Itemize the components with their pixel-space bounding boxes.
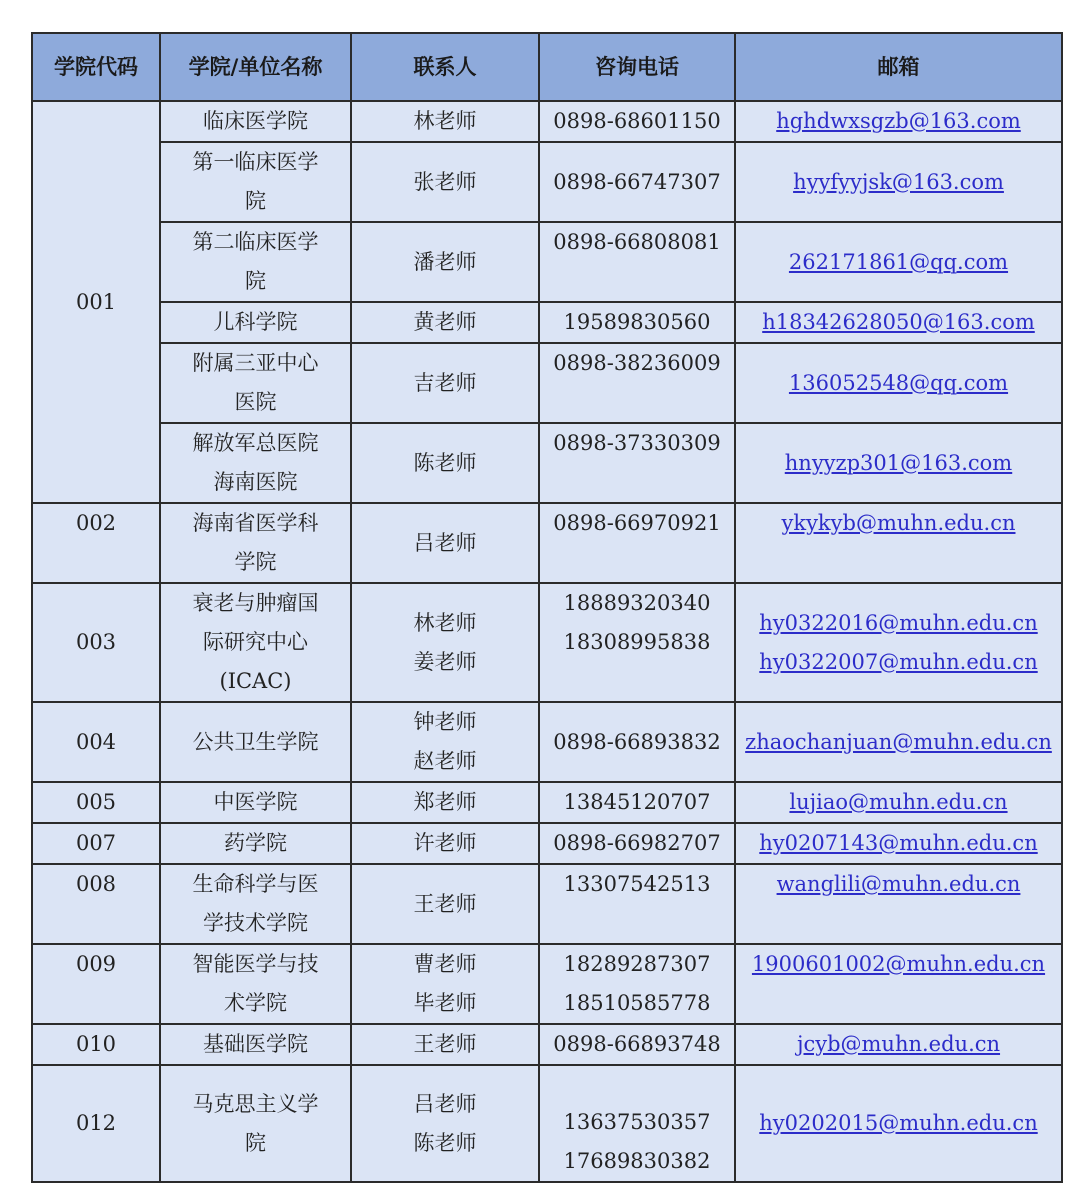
table-row	[32, 302, 1062, 343]
email-cell	[735, 101, 1062, 142]
header-code: 学院代码	[32, 33, 160, 101]
code-cell: 003	[32, 583, 160, 702]
email-cell	[735, 142, 1062, 222]
contact-cell: 黄老师	[351, 302, 539, 343]
email-link[interactable]: 1900601002@muhn.edu.cn	[751, 952, 1046, 976]
code-cell: 001	[32, 101, 160, 503]
table-row	[32, 782, 1062, 823]
email-cell	[735, 702, 1062, 782]
email-link[interactable]: zhaochanjuan@muhn.edu.cn	[745, 729, 1052, 754]
table-row	[32, 503, 1062, 583]
contact-cell: 曹老师 毕老师	[351, 944, 539, 1024]
phone-cell: 0898-68601150	[539, 101, 735, 142]
phone-cell: 13307542513	[539, 864, 735, 944]
unit-cell: 临床医学院	[160, 101, 351, 142]
unit-cell: 附属三亚中心 医院	[160, 343, 351, 423]
email-link[interactable]: h18342628050@163.com	[762, 310, 1035, 334]
code-cell: 004	[32, 702, 160, 782]
phone-cell: 13637530357 17689830382	[539, 1065, 735, 1182]
phone-cell: 0898-66808081	[539, 222, 735, 302]
phone-cell: 0898-66893748	[539, 1024, 735, 1065]
unit-cell: 衰老与肿瘤国 际研究中心 (ICAC)	[160, 583, 351, 702]
email-link[interactable]: ykykyb@muhn.edu.cn	[781, 511, 1016, 535]
phone-cell: 0898-66982707	[539, 823, 735, 864]
code-cell: 009	[32, 944, 160, 1024]
email-cell	[735, 864, 1062, 944]
email-cell	[735, 1024, 1062, 1065]
email-cell	[735, 1065, 1062, 1182]
phone-cell: 0898-66893832	[539, 702, 735, 782]
contact-cell: 郑老师	[351, 782, 539, 823]
email-cell	[735, 583, 1062, 702]
table-row	[32, 142, 1062, 222]
email-cell	[735, 222, 1062, 302]
email-link[interactable]: hnyyzp301@163.com	[784, 450, 1013, 475]
unit-cell: 智能医学与技 术学院	[160, 944, 351, 1024]
table-row	[32, 343, 1062, 423]
unit-cell: 公共卫生学院	[160, 702, 351, 782]
contact-cell: 张老师	[351, 142, 539, 222]
contact-cell: 吉老师	[351, 343, 539, 423]
table-row	[32, 1065, 1062, 1182]
contact-cell: 潘老师	[351, 222, 539, 302]
code-cell: 010	[32, 1024, 160, 1065]
table-row	[32, 1024, 1062, 1065]
code-cell: 012	[32, 1065, 160, 1182]
unit-cell: 药学院	[160, 823, 351, 864]
contact-cell: 许老师	[351, 823, 539, 864]
contact-cell: 吕老师 陈老师	[351, 1065, 539, 1182]
header-unit: 学院/单位名称	[160, 33, 351, 101]
email-link[interactable]: jcyb@muhn.edu.cn	[796, 1032, 1001, 1056]
unit-cell: 基础医学院	[160, 1024, 351, 1065]
header-email: 邮箱	[735, 33, 1062, 101]
header-contact: 联系人	[351, 33, 539, 101]
email-link[interactable]: hy0322007@muhn.edu.cn	[759, 649, 1038, 674]
phone-cell: 0898-66970921	[539, 503, 735, 583]
table-row	[32, 944, 1062, 1024]
email-cell	[735, 302, 1062, 343]
unit-cell: 中医学院	[160, 782, 351, 823]
table-row	[32, 864, 1062, 944]
email-link[interactable]: hy0322016@muhn.edu.cn	[759, 610, 1038, 635]
table-row	[32, 823, 1062, 864]
table-row	[32, 583, 1062, 702]
email-cell	[735, 944, 1062, 1024]
phone-cell: 19589830560	[539, 302, 735, 343]
code-cell: 002	[32, 503, 160, 583]
table-row	[32, 423, 1062, 503]
unit-cell: 第一临床医学 院	[160, 142, 351, 222]
email-link[interactable]: wanglili@muhn.edu.cn	[776, 872, 1021, 896]
email-link[interactable]: lujiao@muhn.edu.cn	[789, 790, 1008, 814]
contact-cell: 陈老师	[351, 423, 539, 503]
phone-cell: 0898-66747307	[539, 142, 735, 222]
contact-cell: 林老师	[351, 101, 539, 142]
email-link[interactable]: hy0202015@muhn.edu.cn	[759, 1111, 1038, 1135]
unit-cell: 马克思主义学 院	[160, 1065, 351, 1182]
phone-cell: 0898-37330309	[539, 423, 735, 503]
email-cell	[735, 503, 1062, 583]
table-row	[32, 222, 1062, 302]
contact-cell: 林老师 姜老师	[351, 583, 539, 702]
unit-cell: 解放军总医院 海南医院	[160, 423, 351, 503]
contact-cell: 王老师	[351, 1024, 539, 1065]
contact-cell: 钟老师 赵老师	[351, 702, 539, 782]
unit-cell: 海南省医学科 学院	[160, 503, 351, 583]
unit-cell: 生命科学与医 学技术学院	[160, 864, 351, 944]
phone-cell: 18889320340 18308995838	[539, 583, 735, 702]
email-link[interactable]: hyyfyyjsk@163.com	[793, 169, 1004, 194]
code-cell: 008	[32, 864, 160, 944]
phone-cell: 13845120707	[539, 782, 735, 823]
email-cell	[735, 423, 1062, 503]
email-cell	[735, 823, 1062, 864]
header-row	[32, 33, 1062, 101]
contact-cell: 吕老师	[351, 503, 539, 583]
phone-cell: 0898-38236009	[539, 343, 735, 423]
email-link[interactable]: 262171861@qq.com	[788, 249, 1009, 274]
code-cell: 007	[32, 823, 160, 864]
unit-cell: 第二临床医学 院	[160, 222, 351, 302]
table-row	[32, 702, 1062, 782]
unit-cell: 儿科学院	[160, 302, 351, 343]
email-cell	[735, 782, 1062, 823]
phone-cell: 18289287307 18510585778	[539, 944, 735, 1024]
contacts-table	[31, 32, 1063, 1183]
code-cell: 005	[32, 782, 160, 823]
table-row	[32, 101, 1062, 142]
header-phone: 咨询电话	[539, 33, 735, 101]
email-link[interactable]: hghdwxsgzb@163.com	[776, 109, 1021, 133]
email-link[interactable]: hy0207143@muhn.edu.cn	[759, 831, 1038, 855]
contact-cell: 王老师	[351, 864, 539, 944]
email-link[interactable]: 136052548@qq.com	[788, 370, 1009, 395]
email-cell	[735, 343, 1062, 423]
